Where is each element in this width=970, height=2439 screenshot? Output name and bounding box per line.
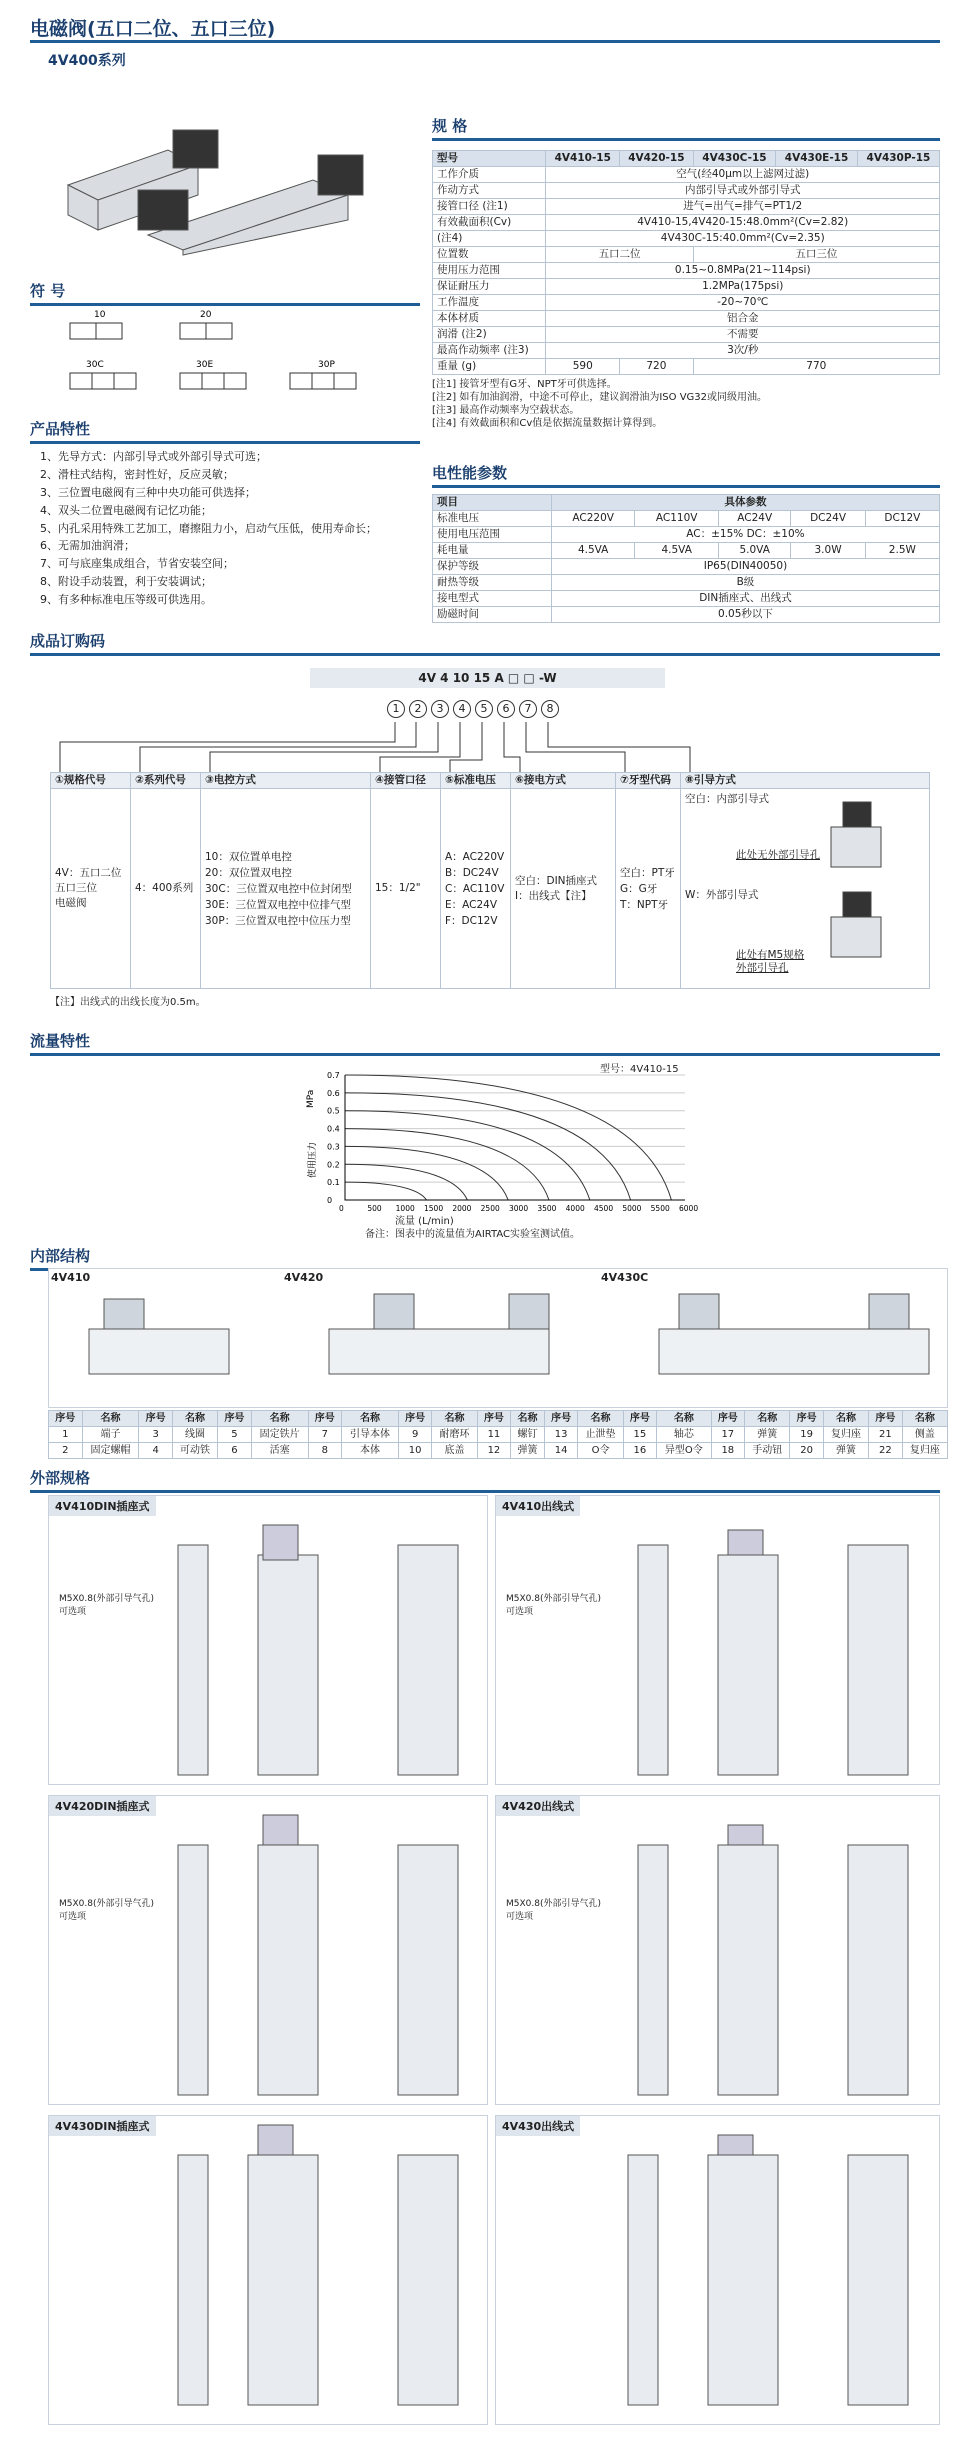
- order-head: ②系列代号: [131, 773, 201, 789]
- parts-cell: 3: [139, 1427, 173, 1443]
- parts-cell: 8: [308, 1443, 342, 1459]
- dims-label: 4V410DIN插座式: [49, 1496, 156, 1516]
- elec-title: 电性能参数: [432, 464, 508, 482]
- parts-head: 序号: [790, 1411, 824, 1427]
- dims-label: 4V420出线式: [496, 1796, 580, 1816]
- parts-cell: 轴芯: [657, 1427, 711, 1443]
- spec-value: -20~70℃: [546, 295, 940, 311]
- order-col6: 空白：DIN插座式 I：出线式【注】: [511, 789, 616, 989]
- spec-label: 工作介质: [433, 167, 546, 183]
- symbol-label-30c: 30C: [86, 360, 104, 370]
- dims-label: 4V410出线式: [496, 1496, 580, 1516]
- parts-cell: 6: [218, 1443, 252, 1459]
- parts-cell: 20: [790, 1443, 824, 1459]
- symbol-label-30p: 30P: [318, 360, 335, 370]
- order-col3-item: 10：双位置单电控: [205, 850, 292, 863]
- spec-head: 4V430E-15: [776, 151, 858, 167]
- elec-value: DIN插座式、出线式: [551, 591, 939, 607]
- spec-label: 位置数: [433, 247, 546, 263]
- elec-head: 项目: [433, 495, 552, 511]
- order-col3: [201, 789, 371, 989]
- dims-rule: [30, 1490, 940, 1493]
- order-col5: [441, 789, 511, 989]
- parts-head: 序号: [139, 1411, 173, 1427]
- parts-cell: 复归座: [823, 1427, 868, 1443]
- spec-value: 内部引导式或外部引导式: [546, 183, 940, 199]
- dims-m5: M5X0.8(外部引导气孔) 可选项: [59, 1899, 154, 1922]
- parts-cell: 11: [477, 1427, 511, 1443]
- flow-chart: [305, 1060, 699, 1220]
- parts-cell: 活塞: [251, 1443, 308, 1459]
- order-col7-item: 空白：PT牙: [620, 866, 675, 879]
- parts-cell: 止泄垫: [578, 1427, 623, 1443]
- flow-model: 型号：4V410-15: [600, 1064, 679, 1075]
- flow-note: 备注：图表中的流量值为AIRTAC实验室测试值。: [365, 1229, 580, 1240]
- internal-title: 内部结构: [30, 1247, 91, 1265]
- order-col1: 4V：五口二位 五口三位 电磁阀: [51, 789, 131, 989]
- parts-cell: 13: [544, 1427, 578, 1443]
- flow-curve: [345, 1182, 427, 1200]
- parts-cell: 12: [477, 1443, 511, 1459]
- dims-m5: M5X0.8(外部引导气孔) 可选项: [59, 1594, 154, 1617]
- elec-label: 耗电量: [433, 543, 552, 559]
- spec-rule: [432, 138, 940, 141]
- parts-cell: 21: [869, 1427, 903, 1443]
- dims-title: 外部规格: [30, 1469, 91, 1487]
- spec-section: [432, 115, 940, 141]
- spec-value: 770: [693, 359, 939, 375]
- parts-cell: 5: [218, 1427, 252, 1443]
- flow-ytick: 0: [327, 1196, 333, 1205]
- symbols-title: 符 号: [30, 282, 66, 300]
- order-num: 8: [541, 700, 559, 718]
- title-rule: [30, 40, 940, 43]
- spec-label: 使用压力范围: [433, 263, 546, 279]
- spec-value: 3次/秒: [546, 343, 940, 359]
- flow-xtick: 4000: [565, 1204, 585, 1213]
- order-col3-item: 30E：三位置双电控中位排气型: [205, 898, 351, 911]
- internal-model-410: 4V410: [51, 1271, 91, 1284]
- flow-ytick: 0.1: [327, 1178, 340, 1188]
- parts-head: 名称: [902, 1411, 947, 1427]
- parts-head: 序号: [711, 1411, 745, 1427]
- internal-model-420: 4V420: [284, 1271, 324, 1284]
- elec-voltage: DC24V: [791, 511, 865, 527]
- feature-item: 1、先导方式：内部引导式或外部引导式可选；: [40, 450, 267, 463]
- flow-xtick: 6000: [679, 1204, 699, 1213]
- dims-m5: M5X0.8(外部引导气孔) 可选项: [506, 1899, 601, 1922]
- order-num: 4: [453, 700, 471, 718]
- order-col3-item: 30P：三位置双电控中位压力型: [205, 914, 351, 927]
- internal-model-430c: 4V430C: [601, 1271, 649, 1284]
- parts-cell: 端子: [82, 1427, 139, 1443]
- symbols-section: [30, 280, 420, 306]
- flow-ytick: 0.2: [327, 1160, 340, 1170]
- elec-power: 4.5VA: [551, 543, 635, 559]
- parts-cell: O令: [578, 1443, 623, 1459]
- parts-cell: 可动铁: [172, 1443, 217, 1459]
- feature-item: 7、可与底座集成组合，节省安装空间；: [40, 557, 234, 570]
- order-col3-item: 20：双位置双电控: [205, 866, 292, 879]
- parts-cell: 19: [790, 1427, 824, 1443]
- flow-xtick: 2000: [452, 1204, 472, 1213]
- parts-head: 名称: [745, 1411, 790, 1427]
- spec-label: 润滑 (注2): [433, 327, 546, 343]
- spec-label: 工作温度: [433, 295, 546, 311]
- elec-power: 5.0VA: [718, 543, 790, 559]
- flow-ytick: 0.4: [327, 1124, 340, 1134]
- order-connectors: [50, 722, 930, 772]
- features-list: [40, 448, 380, 609]
- spec-value: 不需要: [546, 327, 940, 343]
- flow-title: 流量特性: [30, 1032, 91, 1050]
- page-title: [30, 14, 275, 41]
- elec-value: 0.05秒以下: [551, 607, 939, 623]
- parts-cell: 15: [623, 1427, 657, 1443]
- elec-label: 接电型式: [433, 591, 552, 607]
- flow-curve: [345, 1146, 508, 1200]
- spec-note: [注4] 有效截面积和Cv值是依据流量数据计算得到。: [432, 418, 663, 429]
- order-head: ③电控方式: [201, 773, 371, 789]
- parts-head: 名称: [823, 1411, 868, 1427]
- spec-table: [432, 150, 940, 375]
- elec-power: 2.5W: [865, 543, 939, 559]
- order-col5-item: F：DC12V: [445, 914, 498, 927]
- spec-value: 720: [620, 359, 694, 375]
- parts-cell: 侧盖: [902, 1427, 947, 1443]
- elec-label: 标准电压: [433, 511, 552, 527]
- order-col5-item: A：AC220V: [445, 850, 505, 863]
- order-num: 6: [497, 700, 515, 718]
- spec-notes: [432, 378, 940, 430]
- product-photo: [48, 70, 418, 260]
- order-col5-item: E：AC24V: [445, 898, 498, 911]
- order-note: 【注】出线式的出线长度为0.5m。: [50, 997, 206, 1008]
- parts-cell: 固定铁片: [251, 1427, 308, 1443]
- spec-note: [注3] 最高作动频率为空载状态。: [432, 405, 580, 416]
- features-section: [30, 418, 420, 444]
- parts-head: 序号: [308, 1411, 342, 1427]
- parts-cell: 16: [623, 1443, 657, 1459]
- order-col7-item: G：G牙: [620, 882, 658, 895]
- spec-value: 五口二位: [546, 247, 693, 263]
- elec-value: AC：±15% DC：±10%: [551, 527, 939, 543]
- spec-value: 进气=出气=排气=PT1/2: [546, 199, 940, 215]
- parts-cell: 螺钉: [511, 1427, 545, 1443]
- dims-drawings: [48, 1495, 940, 2425]
- order-num: 3: [431, 700, 449, 718]
- valve-sketch: [821, 797, 891, 977]
- flow-ylabel: 使用压力: [308, 1141, 318, 1178]
- flow-xtick: 0: [339, 1204, 344, 1213]
- elec-voltage: DC12V: [865, 511, 939, 527]
- spec-value: 空气(经40μm以上滤网过滤): [546, 167, 940, 183]
- internal-drawings: [49, 1269, 949, 1409]
- spec-value: 1.2MPa(175psi): [546, 279, 940, 295]
- order-num: 7: [519, 700, 537, 718]
- parts-head: 名称: [511, 1411, 545, 1427]
- order-table-wrap: [50, 772, 930, 1008]
- order-col5-item: B：DC24V: [445, 866, 499, 879]
- parts-head: 名称: [657, 1411, 711, 1427]
- order-col8-note2: 此处有M5规格 外部引导孔: [736, 949, 805, 974]
- order-col8-note1: 此处无外部引导孔: [736, 849, 820, 861]
- elec-voltage: AC24V: [718, 511, 790, 527]
- parts-head: 名称: [342, 1411, 399, 1427]
- flow-xtick: 3500: [537, 1204, 557, 1213]
- order-head: ⑤标准电压: [441, 773, 511, 789]
- dims-m5: M5X0.8(外部引导气孔) 可选项: [506, 1594, 601, 1617]
- flow-xtick: 4500: [594, 1204, 614, 1213]
- flow-xtick: 1000: [395, 1204, 415, 1213]
- parts-cell: 复归座: [902, 1443, 947, 1459]
- parts-cell: 7: [308, 1427, 342, 1443]
- elec-head: 具体参数: [551, 495, 939, 511]
- parts-cell: 底盖: [432, 1443, 477, 1459]
- flow-unit: MPa: [306, 1089, 316, 1108]
- parts-head: 名称: [432, 1411, 477, 1427]
- spec-value: 590: [546, 359, 620, 375]
- flow-xtick: 5000: [622, 1204, 642, 1213]
- elec-label: 耐热等级: [433, 575, 552, 591]
- order-col8-external: W：外部引导式: [685, 889, 759, 901]
- parts-head: 名称: [251, 1411, 308, 1427]
- order-num: 5: [475, 700, 493, 718]
- flow-xtick: 3000: [509, 1204, 529, 1213]
- elec-voltage: AC220V: [551, 511, 635, 527]
- order-col8-internal: 空白：内部引导式: [685, 793, 769, 805]
- spec-label: 作动方式: [433, 183, 546, 199]
- flow-ytick: 0.3: [327, 1142, 340, 1152]
- order-head: ⑥接电方式: [511, 773, 616, 789]
- flow-xlabel: 流量 (L/min): [395, 1216, 454, 1227]
- order-numbers: [385, 700, 561, 718]
- series-title: 4V400系列: [48, 53, 126, 69]
- parts-head: 名称: [172, 1411, 217, 1427]
- flow-ytick: 0.5: [327, 1106, 340, 1116]
- feature-item: 8、附设手动装置，利于安装调试；: [40, 575, 212, 588]
- order-col2: 4：400系列: [131, 789, 201, 989]
- parts-cell: 本体: [342, 1443, 399, 1459]
- spec-label: (注4): [433, 231, 546, 247]
- dims-section: [30, 1467, 940, 1493]
- parts-cell: 17: [711, 1427, 745, 1443]
- spec-title: 规 格: [432, 117, 468, 135]
- spec-value: 铝合金: [546, 311, 940, 327]
- parts-cell: 固定螺帽: [82, 1443, 139, 1459]
- parts-cell: 弹簧: [823, 1443, 868, 1459]
- parts-head: 序号: [218, 1411, 252, 1427]
- feature-item: 6、无需加油润滑；: [40, 539, 135, 552]
- order-rule: [30, 653, 940, 656]
- order-head: ①规格代号: [51, 773, 131, 789]
- feature-item: 4、双头二位置电磁阀有记忆功能；: [40, 504, 212, 517]
- dims-label: 4V430出线式: [496, 2116, 580, 2136]
- parts-head: 序号: [477, 1411, 511, 1427]
- order-head: ④接管口径: [371, 773, 441, 789]
- parts-cell: 1: [49, 1427, 83, 1443]
- elec-label: 励磁时间: [433, 607, 552, 623]
- internal-panel: [48, 1268, 948, 1408]
- parts-head: 序号: [49, 1411, 83, 1427]
- parts-table-wrap: [48, 1410, 948, 1459]
- title-text: 电磁阀(五口二位、五口三位): [30, 18, 276, 40]
- flow-ytick: 0.7: [327, 1071, 340, 1080]
- elec-label: 使用电压范围: [433, 527, 552, 543]
- order-col8: [681, 789, 930, 989]
- parts-cell: 22: [869, 1443, 903, 1459]
- spec-label: 本体材质: [433, 311, 546, 327]
- feature-item: 2、滑柱式结构，密封性好，反应灵敏；: [40, 468, 234, 481]
- order-table: [50, 772, 930, 989]
- spec-note: [注1] 接管牙型有G牙、NPT牙可供选择。: [432, 379, 617, 390]
- elec-label: 保护等级: [433, 559, 552, 575]
- order-col5-item: C：AC110V: [445, 882, 505, 895]
- parts-head: 序号: [544, 1411, 578, 1427]
- elec-section: [432, 462, 940, 488]
- parts-head: 序号: [398, 1411, 432, 1427]
- order-code: 4V 4 10 15 A □ □ -W: [310, 668, 665, 688]
- flow-xtick: 1500: [424, 1204, 444, 1213]
- spec-head: 4V410-15: [546, 151, 620, 167]
- flow-section: [30, 1030, 940, 1056]
- symbols-diagram: [30, 305, 420, 405]
- parts-cell: 9: [398, 1427, 432, 1443]
- feature-item: 9、有多种标准电压等级可供选用。: [40, 593, 212, 606]
- spec-label: 最高作动频率 (注3): [433, 343, 546, 359]
- flow-rule: [30, 1053, 940, 1056]
- order-head: ⑧引导方式: [681, 773, 930, 789]
- spec-label: 接管口径 (注1): [433, 199, 546, 215]
- elec-value: B级: [551, 575, 939, 591]
- parts-cell: 线圈: [172, 1427, 217, 1443]
- spec-head: 4V430P-15: [857, 151, 939, 167]
- spec-head: 4V420-15: [620, 151, 694, 167]
- order-col4: 15：1/2": [371, 789, 441, 989]
- elec-power: 3.0W: [791, 543, 865, 559]
- elec-table: [432, 494, 940, 623]
- parts-cell: 异型O令: [657, 1443, 711, 1459]
- order-head: ⑦牙型代码: [616, 773, 681, 789]
- features-rule: [30, 441, 420, 444]
- parts-cell: 10: [398, 1443, 432, 1459]
- parts-cell: 18: [711, 1443, 745, 1459]
- spec-value: 五口三位: [693, 247, 939, 263]
- flow-ytick: 0.6: [327, 1088, 340, 1098]
- dims-label: 4V420DIN插座式: [49, 1796, 156, 1816]
- symbol-label-30e: 30E: [196, 360, 214, 370]
- parts-cell: 2: [49, 1443, 83, 1459]
- parts-table: [48, 1410, 948, 1459]
- parts-head: 名称: [82, 1411, 139, 1427]
- elec-table-wrap: [432, 494, 940, 623]
- parts-cell: 耐磨环: [432, 1427, 477, 1443]
- parts-cell: 14: [544, 1443, 578, 1459]
- flow-xtick: 500: [367, 1204, 382, 1213]
- parts-cell: 弹簧: [745, 1427, 790, 1443]
- elec-power: 4.5VA: [635, 543, 719, 559]
- elec-value: IP65(DIN40050): [551, 559, 939, 575]
- parts-cell: 弹簧: [511, 1443, 545, 1459]
- spec-value: 4V410-15,4V420-15:48.0mm²(Cv=2.82): [546, 215, 940, 231]
- order-section: [30, 630, 940, 656]
- spec-value: 0.15~0.8MPa(21~114psi): [546, 263, 940, 279]
- spec-head: 型号: [433, 151, 546, 167]
- parts-cell: 引导本体: [342, 1427, 399, 1443]
- parts-cell: 手动钮: [745, 1443, 790, 1459]
- elec-rule: [432, 485, 940, 488]
- parts-head: 序号: [623, 1411, 657, 1427]
- symbol-label-20: 20: [200, 310, 212, 320]
- order-col7-item: T：NPT牙: [620, 898, 669, 911]
- parts-head: 序号: [869, 1411, 903, 1427]
- dims-label: 4V430DIN插座式: [49, 2116, 156, 2136]
- spec-value: 4V430C-15:40.0mm²(Cv=2.35): [546, 231, 940, 247]
- spec-table-wrap: [432, 150, 940, 430]
- order-num: 2: [409, 700, 427, 718]
- order-col7: [616, 789, 681, 989]
- features-title: 产品特性: [30, 420, 91, 438]
- symbol-label-10: 10: [94, 310, 106, 320]
- order-num: 1: [387, 700, 405, 718]
- flow-xtick: 2500: [480, 1204, 500, 1213]
- spec-label: 重量 (g): [433, 359, 546, 375]
- order-title: 成品订购码: [30, 632, 106, 650]
- parts-cell: 4: [139, 1443, 173, 1459]
- parts-head: 名称: [578, 1411, 623, 1427]
- spec-label: 有效截面积(Cv): [433, 215, 546, 231]
- feature-item: 3、三位置电磁阀有三种中央功能可供选择；: [40, 486, 256, 499]
- feature-item: 5、内孔采用特殊工艺加工，磨擦阻力小，启动气压低，使用寿命长；: [40, 522, 377, 535]
- spec-label: 保证耐压力: [433, 279, 546, 295]
- spec-note: [注2] 如有加油润滑，中途不可停止，建议润滑油为ISO VG32或同级用油。: [432, 392, 768, 403]
- elec-voltage: AC110V: [635, 511, 719, 527]
- spec-head: 4V430C-15: [693, 151, 776, 167]
- flow-xtick: 5500: [650, 1204, 670, 1213]
- order-col3-item: 30C：三位置双电控中位封闭型: [205, 882, 352, 895]
